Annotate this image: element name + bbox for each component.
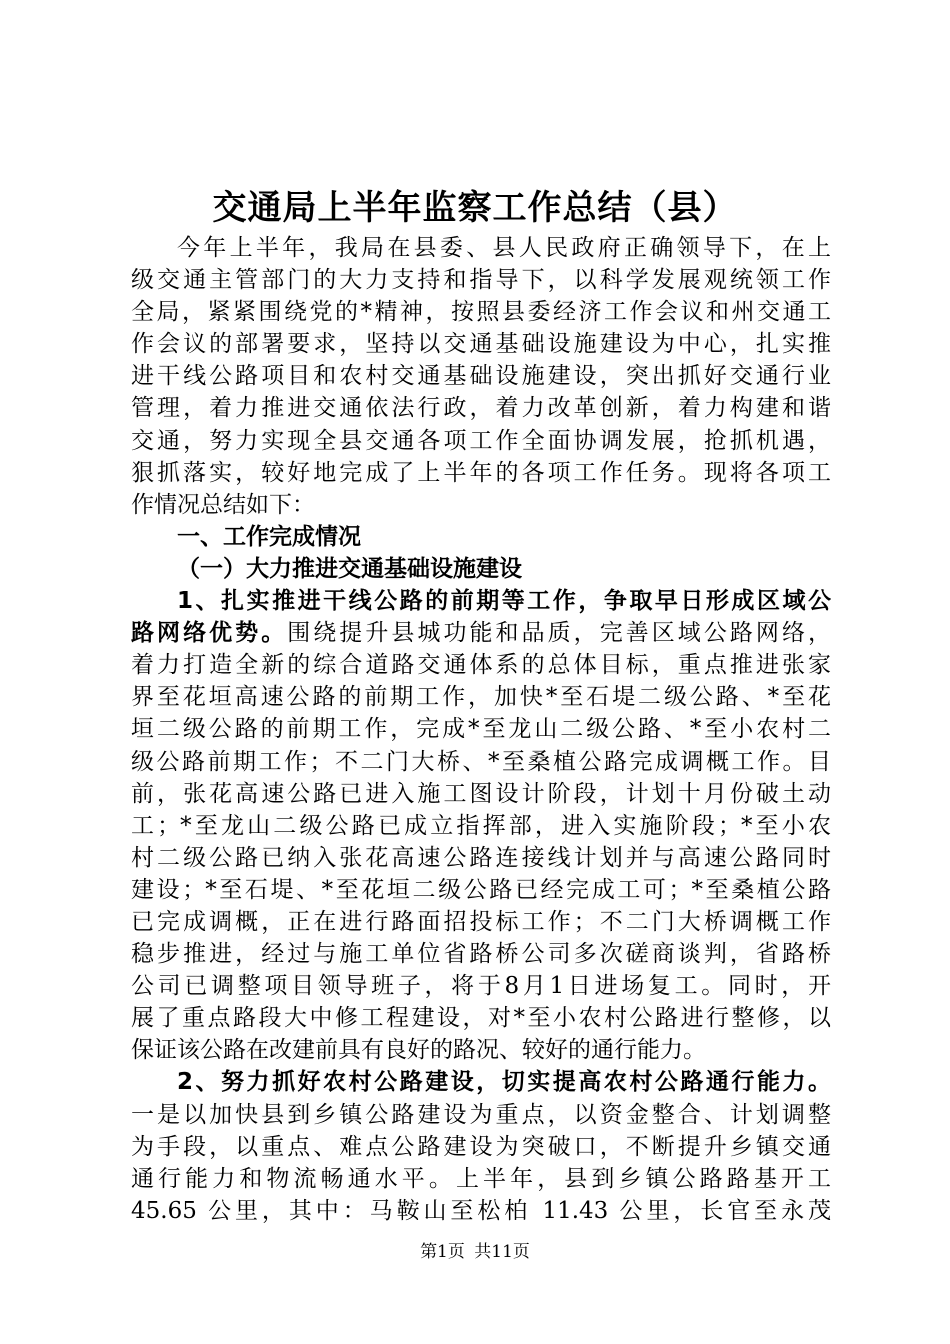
- body-line: 为手段，以重点、难点公路建设为突破口，不断提升乡镇交通: [131, 1133, 831, 1160]
- body-line: 一是以加快县到乡镇公路建设为重点，以资金整合、计划调整: [131, 1101, 831, 1128]
- bold-lead: 路网络优势。: [131, 620, 288, 647]
- body-line: 稳步推进，经过与施工单位省路桥公司多次磋商谈判，省路桥: [131, 941, 831, 968]
- body-line: 全局，紧紧围绕党的*精神，按照县委经济工作会议和州交通工: [131, 299, 831, 326]
- body-line: 一、工作完成情况: [177, 523, 361, 550]
- body-line: 狠抓落实，较好地完成了上半年的各项工作任务。现将各项工: [131, 459, 831, 486]
- page-footer: [0, 1240, 950, 1264]
- body-line: 今年上半年，我局在县委、县人民政府正确领导下，在上: [177, 235, 831, 261]
- page-number: 第1页: [420, 1242, 465, 1262]
- document-body: [131, 232, 831, 1227]
- body-line: 级交通主管部门的大力支持和指导下，以科学发展观统领工作: [131, 267, 831, 294]
- body-line: 村二级公路已纳入张花高速公路连接线计划并与高速公路同时: [131, 844, 831, 871]
- body-line: 保证该公路在改建前具有良好的路况、较好的通行能力。: [131, 1037, 706, 1064]
- body-line: 已完成调概，正在进行路面招投标工作；不二门大桥调概工作: [131, 908, 831, 935]
- body-line: 进干线公路项目和农村交通基础设施建设，突出抓好交通行业: [131, 363, 831, 390]
- body-line: 1、扎实推进干线公路的前期等工作，争取早日形成区域公: [177, 588, 831, 615]
- body-line: 作情况总结如下：: [131, 491, 315, 518]
- document-title: 交通局上半年监察工作总结（县）: [212, 188, 738, 228]
- body-line: 公司已调整项目领导班子，将于8月1日进场复工。同时，开: [131, 973, 831, 1000]
- line-rest: 围绕提升县城功能和品质，完善区域公路网络，: [287, 620, 831, 647]
- body-line: 作会议的部署要求，坚持以交通基础设施建设为中心，扎实推: [131, 331, 831, 358]
- body-line: 交通，努力实现全县交通各项工作全面协调发展，抢抓机遇，: [131, 427, 831, 454]
- body-line: 级公路前期工作；不二门大桥、*至桑植公路完成调概工作。目: [131, 748, 831, 775]
- body-line: 建设；*至石堤、*至花垣二级公路已经完成工可；*至桑植公路: [131, 876, 831, 903]
- body-line: 45.65 公里，其中：马鞍山至松柏 11.43 公里，长官至永茂: [131, 1197, 831, 1224]
- body-line: 前，张花高速公路已进入施工图设计阶段，计划十月份破土动: [131, 780, 831, 807]
- body-line: [131, 617, 831, 649]
- body-line: 工；*至龙山二级公路已成立指挥部，进入实施阶段；*至小农: [131, 812, 831, 839]
- body-line: 界至花垣高速公路的前期工作，加快*至石堤二级公路、*至花: [131, 684, 831, 711]
- body-line: 展了重点路段大中修工程建设，对*至小农村公路进行整修，以: [131, 1005, 831, 1032]
- body-line: 着力打造全新的综合道路交通体系的总体目标，重点推进张家: [131, 652, 831, 679]
- body-line: 通行能力和物流畅通水平。上半年，县到乡镇公路路基开工: [131, 1165, 831, 1192]
- body-line: 垣二级公路的前期工作，完成*至龙山二级公路、*至小农村二: [131, 716, 831, 743]
- body-line: 2、努力抓好农村公路建设，切实提高农村公路通行能力。: [177, 1069, 831, 1096]
- body-line: 管理，着力推进交通依法行政，着力改革创新，着力构建和谐: [131, 395, 831, 422]
- page-total: 共11页: [474, 1242, 530, 1262]
- body-line: （一）大力推进交通基础设施建设: [177, 555, 522, 582]
